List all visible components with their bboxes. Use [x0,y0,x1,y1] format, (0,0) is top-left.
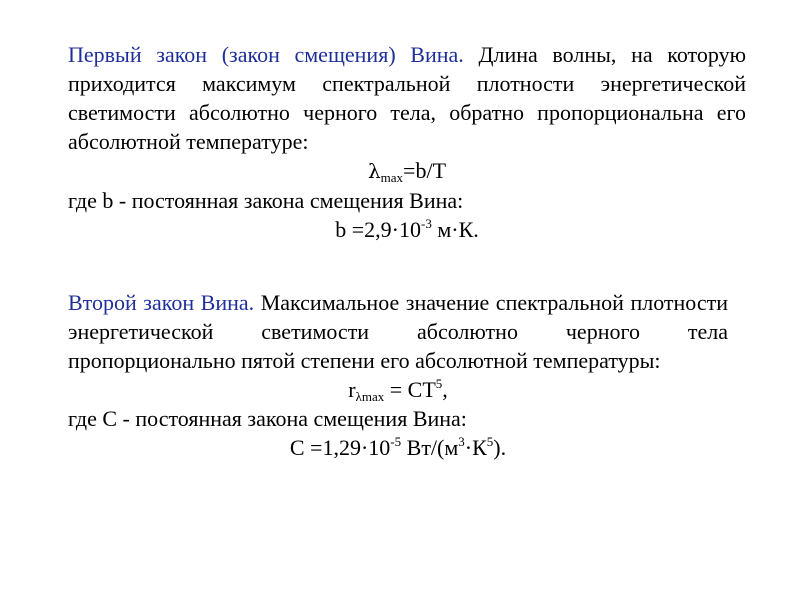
constant-unit-close: ). [493,435,507,460]
constant-unit-exp2: 5 [486,434,494,449]
first-law-constant [68,215,746,244]
constant-unit-part1: Вт/(м [401,435,459,460]
constant-unit-exp1: 3 [458,434,465,449]
constant-unit-part2: ·К [464,435,487,460]
second-law-text: Максимальное значение спектральной плотности энергетической светимости абсолютно черного тела пропорционально пятой степени его абсолютной температуры: [68,290,728,373]
constant-value: b =2,9·10 [335,217,421,242]
constant-unit: м·К. [431,217,479,242]
wien-second-law-section [68,288,728,462]
formula-tail: , [442,377,448,402]
formula-exponent: 5 [435,376,443,391]
second-law-where-text: где С - постоянная закона смещения Вина: [68,406,467,431]
max-subscript: max [380,170,404,185]
second-law-formula [68,375,728,404]
first-law-formula [68,156,746,186]
formula-lhs: r [348,377,356,402]
formula-rhs: =b/T [403,158,447,183]
first-law-paragraph [68,40,746,156]
constant-exponent: -5 [390,434,402,449]
first-law-where-text: где b - постоянная закона смещения Вина: [68,188,464,213]
lambda-max-subscript: λmax [355,389,385,404]
constant-value: С =1,29·10 [289,435,391,460]
formula-rhs: = CT [384,377,436,402]
first-law-text: Длина волны, на которую приходится максимум спектральной плотности энергетической светимости абсолютно черного тела, обратно пропорциональна его абсолютной температуре: [68,42,747,154]
wien-first-law-section [68,40,746,244]
lambda-symbol: λ [367,159,381,183]
constant-exponent: -3 [420,216,432,231]
first-law-heading: Первый закон (закон смещения) Вина. [68,42,464,67]
second-law-heading: Второй закон Вина. [68,290,255,315]
second-law-paragraph [68,288,728,375]
second-law-constant [68,433,728,462]
